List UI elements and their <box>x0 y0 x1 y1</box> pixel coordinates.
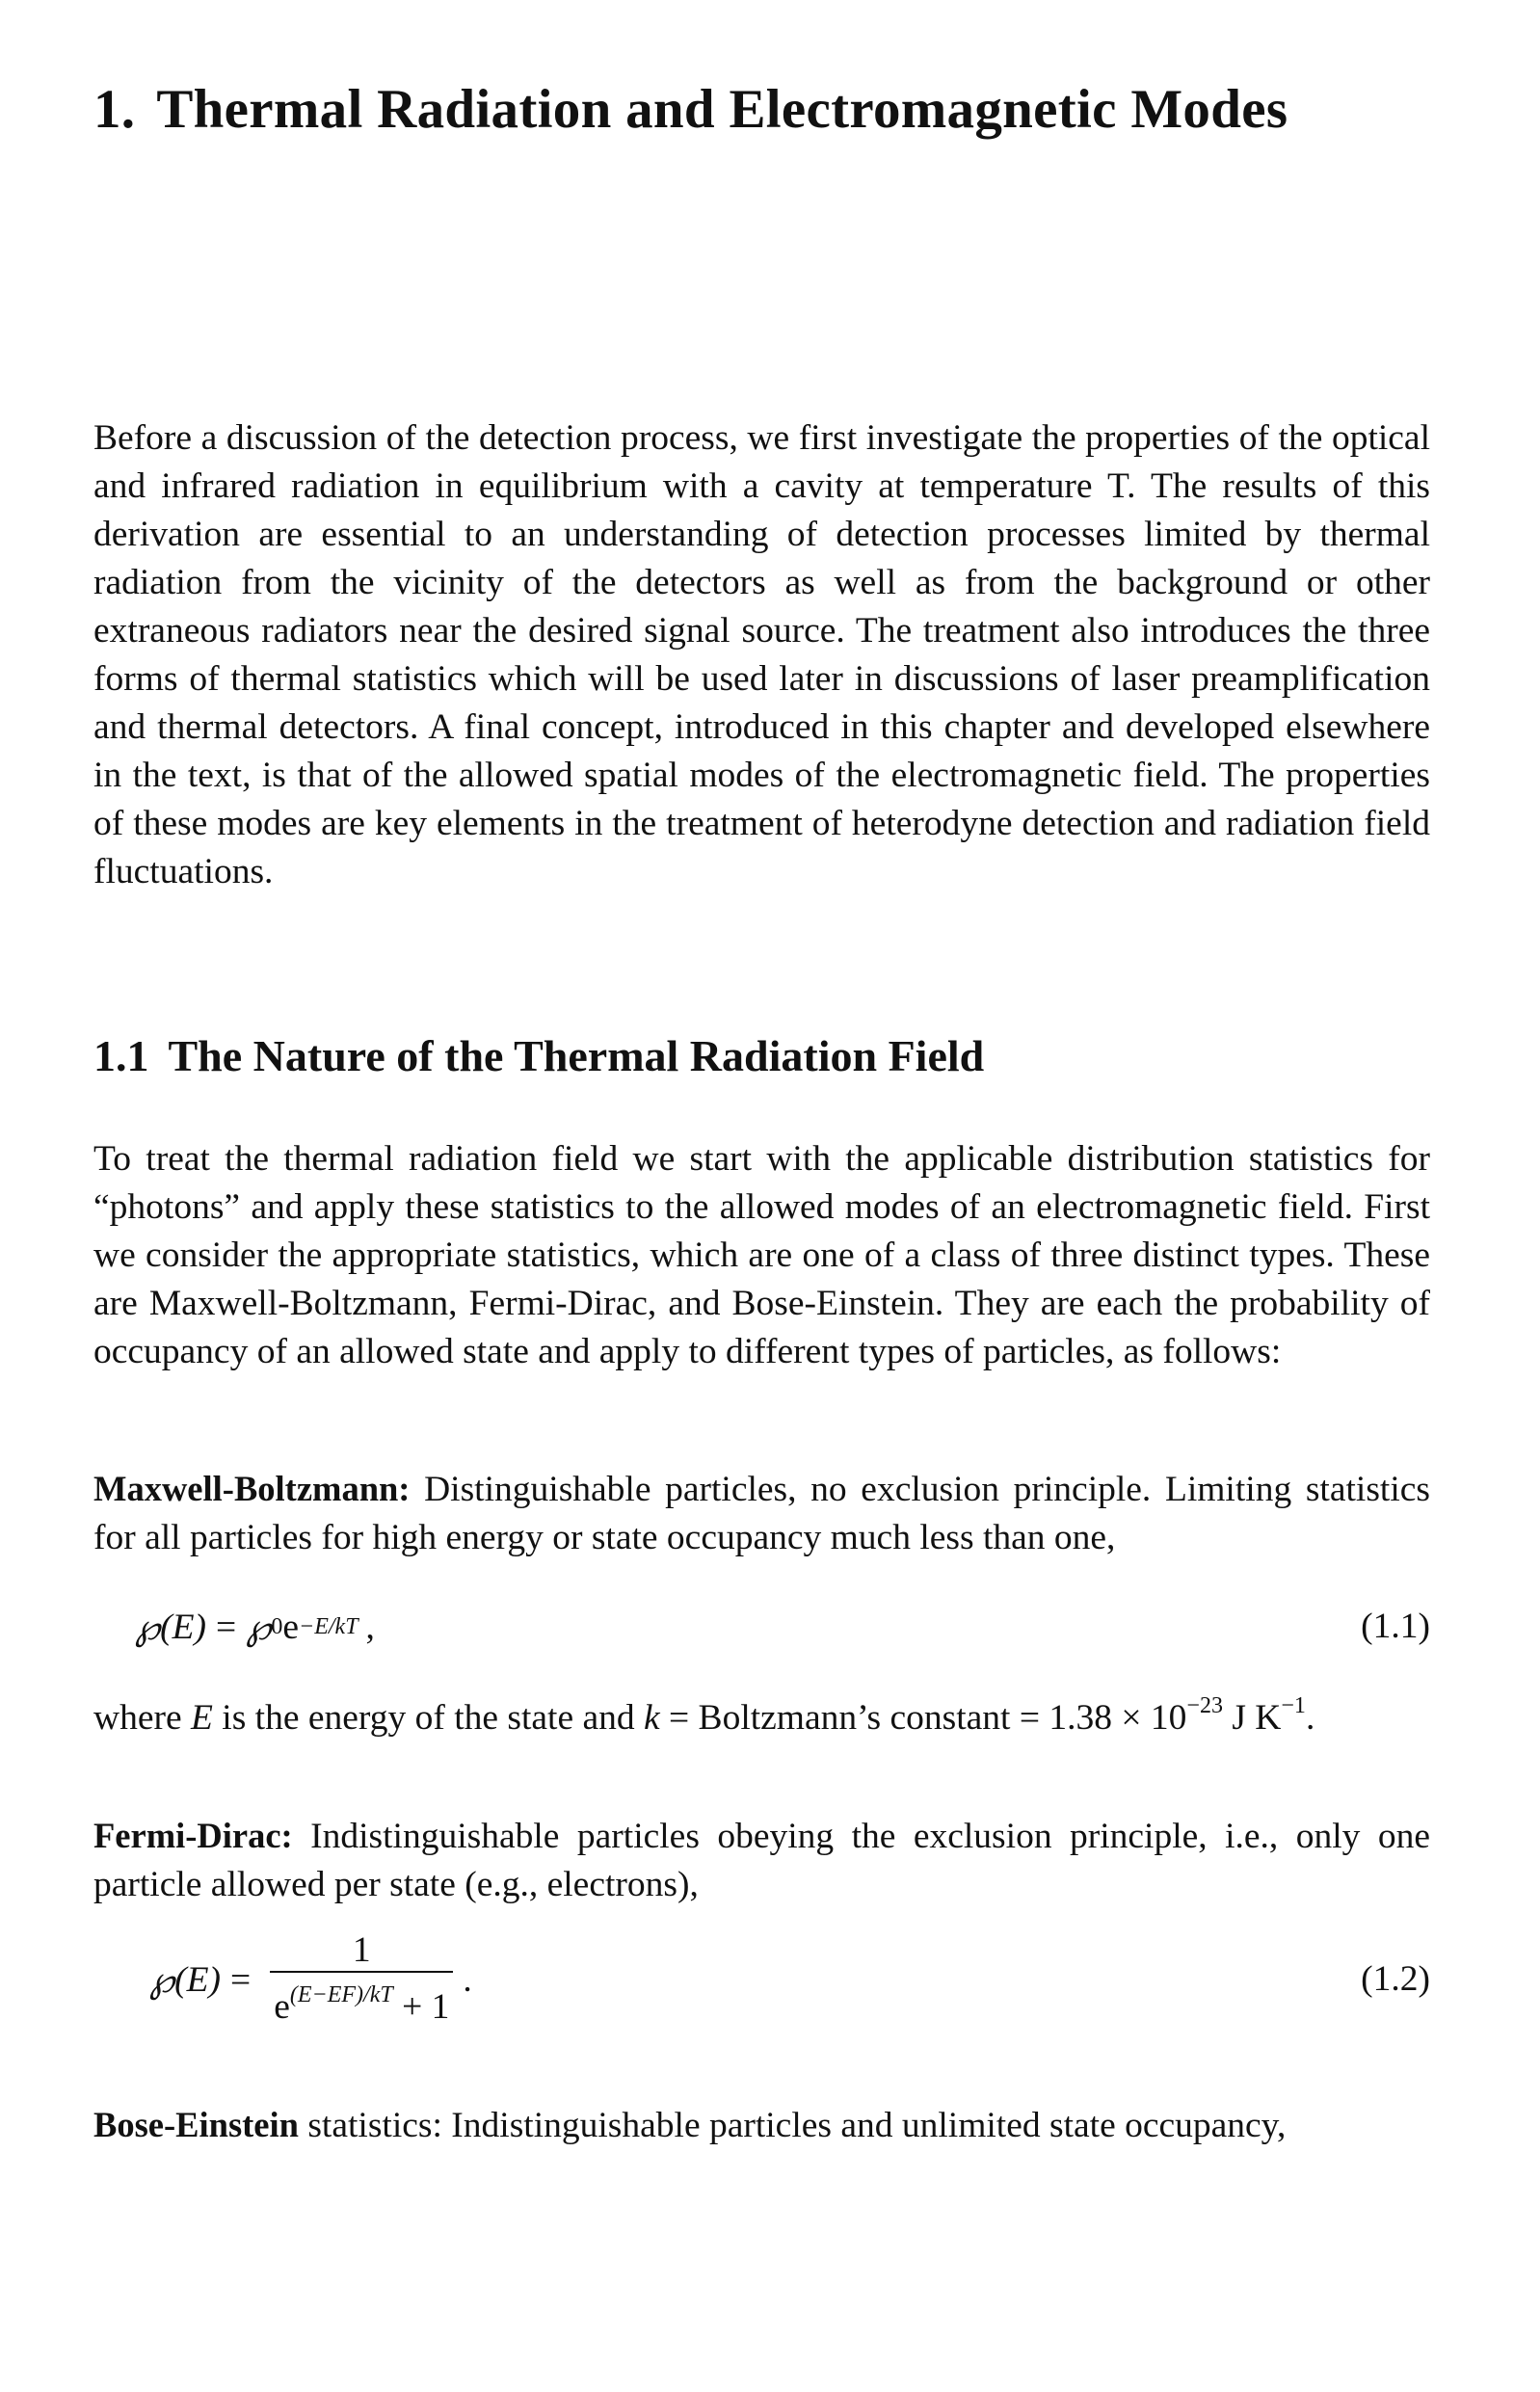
chapter-title-text: Thermal Radiation and Electromagnetic Modes <box>156 79 1288 140</box>
chapter-number: 1. <box>93 79 136 140</box>
section-number: 1.1 <box>93 1031 149 1080</box>
equation-1-1 <box>93 1588 1430 1665</box>
distribution-symbol: ℘ <box>149 1960 175 2001</box>
fermi-dirac-text: Indistinguishable particles obeying the exclusion principle, i.e., only one particle allowed per state (e.g., electrons), <box>93 1817 1430 1904</box>
boltzmann-constant-paragraph <box>93 1682 1430 1742</box>
exponent: −1 <box>1281 1693 1306 1718</box>
energy-argument: (E) <box>174 1959 222 2000</box>
equation-1-2-body <box>149 1931 472 2028</box>
equals-sign: = <box>230 1959 252 2000</box>
exponential-base: e <box>274 1986 290 2027</box>
fraction <box>270 1930 453 2030</box>
trailing-period: . <box>463 1959 472 2000</box>
fraction-numerator: 1 <box>352 1929 371 1970</box>
exponent: −23 <box>1186 1693 1223 1718</box>
fermi-dirac-paragraph <box>93 1812 1430 1909</box>
text-run: = Boltzmann’s constant = 1.38 × 10 <box>659 1698 1187 1738</box>
equation-1-2 <box>93 1931 1430 2028</box>
bose-einstein-term: Bose-Einstein <box>93 2105 299 2144</box>
text-run: . <box>1305 1698 1315 1738</box>
maxwell-boltzmann-text: Distinguishable particles, no exclusion principle. Limiting statistics for all particles for high energy or state occupancy much less than one, <box>93 1470 1430 1557</box>
bose-einstein-text: statistics: Indistinguishable particles and unlimited state occupancy, <box>298 2106 1287 2145</box>
text-run: where <box>93 1698 191 1738</box>
plus-one: + 1 <box>402 1986 450 2027</box>
prefactor-subscript: 0 <box>271 1613 283 1639</box>
maxwell-boltzmann-term: Maxwell-Boltzmann: <box>93 1469 411 1508</box>
equals-sign: = <box>216 1607 237 1647</box>
equation-number-1-2: (1.2) <box>1361 1959 1430 1999</box>
section-intro-paragraph: To treat the thermal radiation field we start with the applicable distribution statistics for “photons” and apply these statistics to the allowed modes of an electromagnetic field. First we consider the appropriate statistics, which are one of a class of three distinct types. These are Maxwell-Boltzmann, Fermi-Dirac, and Bose-Einstein. They are each the probability of occupancy of an allowed state and apply to different types of particles, as follows: <box>93 1139 1430 1371</box>
prefactor-symbol: ℘ <box>246 1608 272 1648</box>
bose-einstein-paragraph <box>93 2101 1430 2150</box>
exponent: −E/kT <box>299 1613 358 1639</box>
exponential-base: e <box>282 1607 300 1647</box>
equation-1-1-body <box>135 1588 375 1665</box>
text-run: is the energy of the state and <box>212 1698 644 1738</box>
intro-paragraph: Before a discussion of the detection process, we first investigate the properties of the optical and infrared radiation in equilibrium with a cavity at temperature T. The results of this derivation are essential to an understanding of detection processes limited by thermal radiation from the vicinity of the detectors as well as from the background or other extraneous radiators near the desired signal source. The treatment also introduces the three forms of thermal statistics which will be used later in discussions of laser preamplification and thermal detectors. A final concept, introduced in this chapter and developed elsewhere in the text, is that of the allowed spatial modes of the electromagnetic field. The properties of these modes are key elements in the treatment of heterodyne detection and radiation field fluctuations. <box>93 418 1430 891</box>
section-heading <box>93 1027 1462 1085</box>
chapter-title <box>93 75 1462 145</box>
distribution-symbol: ℘ <box>135 1608 161 1648</box>
text-run: J K <box>1222 1698 1282 1738</box>
exponent: (E−EF)/kT <box>289 1981 393 2007</box>
fermi-dirac-term: Fermi-Dirac: <box>93 1816 293 1855</box>
maxwell-boltzmann-paragraph <box>93 1465 1430 1562</box>
equation-number-1-1: (1.1) <box>1361 1607 1430 1646</box>
energy-symbol: E <box>190 1698 213 1738</box>
section-title: The Nature of the Thermal Radiation Field <box>168 1031 985 1080</box>
fraction-denominator <box>270 1973 453 2030</box>
energy-argument: (E) <box>160 1607 207 1647</box>
boltzmann-symbol: k <box>644 1698 660 1738</box>
trailing-comma: , <box>365 1607 375 1647</box>
